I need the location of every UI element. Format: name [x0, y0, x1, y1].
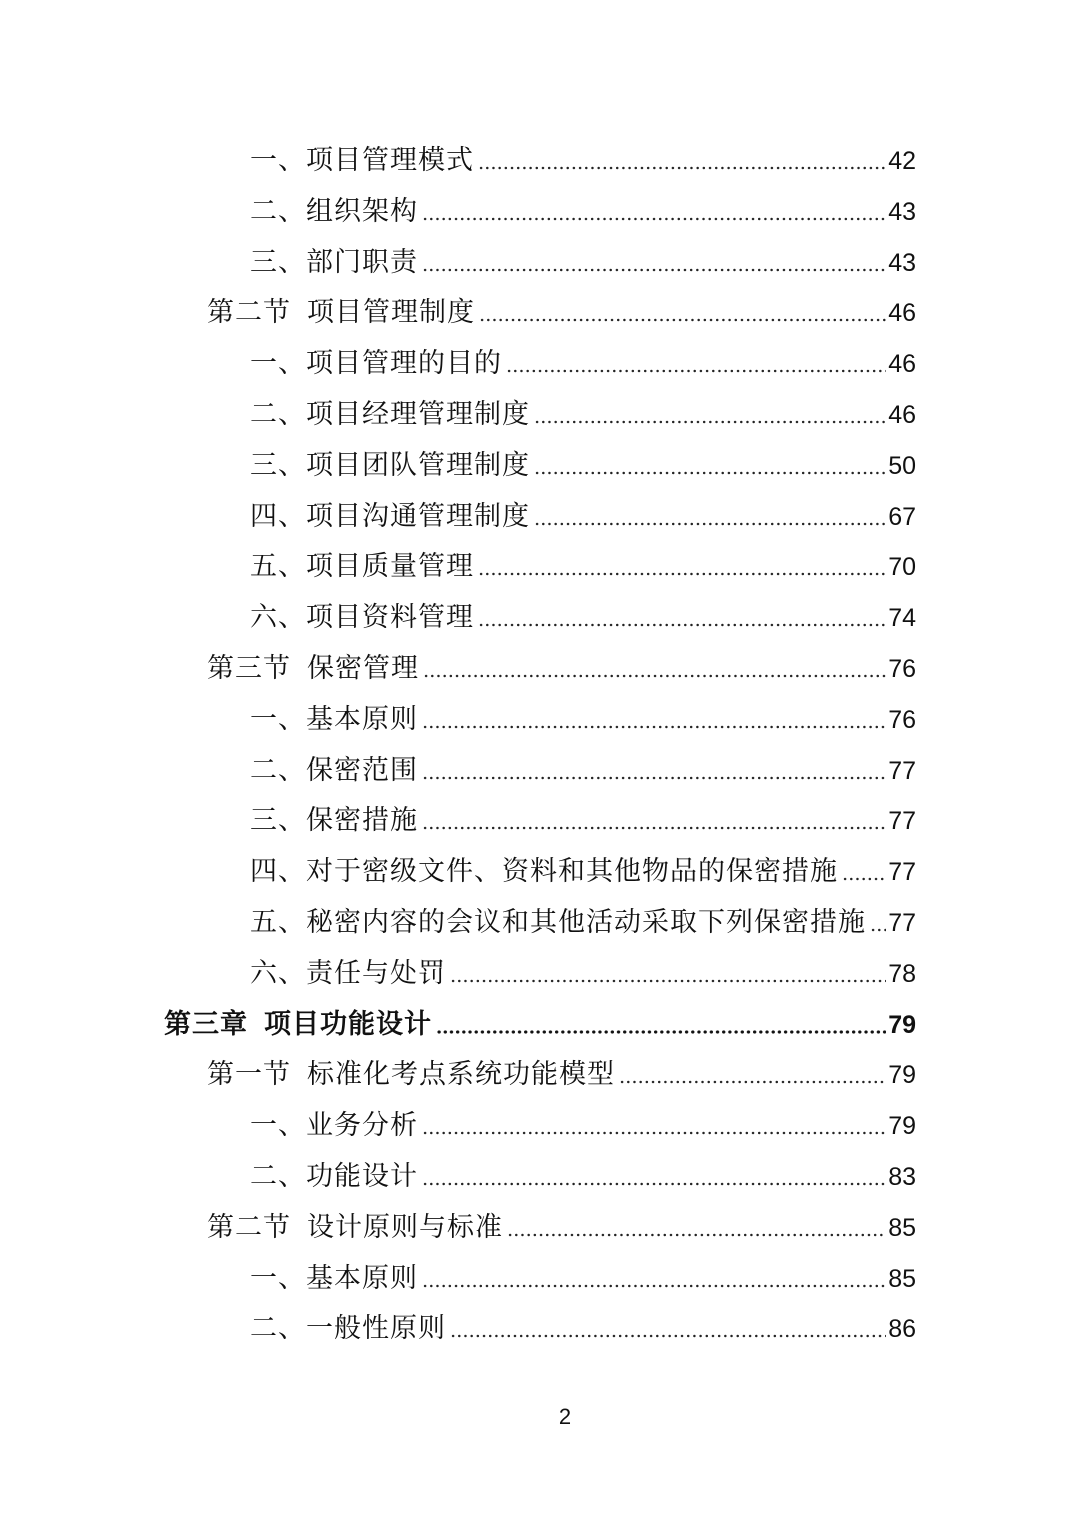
toc-entry-number: 一、	[250, 145, 306, 176]
toc-entry[interactable]	[250, 1144, 916, 1194]
toc-leader-dots	[534, 471, 886, 475]
toc-entry[interactable]	[250, 331, 916, 381]
toc-entry-page: 70	[888, 553, 916, 582]
toc-entry-page: 77	[888, 756, 916, 785]
toc-entry-number: 四、	[250, 856, 306, 888]
toc-leader-dots	[423, 674, 886, 678]
toc-entry-number: 三、	[250, 449, 306, 481]
toc-entry-title	[250, 703, 418, 737]
toc-entry-title	[250, 855, 838, 889]
toc-entry-number: 五、	[250, 551, 306, 583]
toc-entry-page: 43	[888, 248, 916, 277]
toc-entry-title	[250, 804, 418, 838]
toc-entry-number: 六、	[250, 602, 306, 634]
toc-entry-title	[250, 398, 530, 432]
toc-entry-title	[250, 957, 446, 991]
toc-entry-text: 项目资料管理	[306, 602, 474, 634]
toc-entry-title	[250, 195, 418, 229]
toc-entry[interactable]	[250, 1246, 916, 1296]
toc-leader-dots	[450, 979, 886, 983]
toc-entry-page: 43	[888, 197, 916, 226]
toc-entry-number: 二、	[250, 754, 306, 786]
toc-entry-text: 秘密内容的会议和其他活动采取下列保密措施	[306, 907, 866, 938]
toc-entry-text: 项目经理管理制度	[306, 399, 530, 430]
toc-leader-dots	[506, 369, 886, 373]
toc-entry-title	[207, 1211, 503, 1245]
toc-entry-title	[250, 500, 530, 534]
toc-entry-title	[250, 906, 866, 940]
toc-leader-dots	[619, 1080, 886, 1084]
toc-entry-title	[250, 1109, 418, 1143]
toc-entry-text: 功能设计	[306, 1161, 418, 1192]
toc-entry-text: 基本原则	[306, 703, 418, 735]
toc-entry-page: 46	[888, 350, 916, 379]
toc-leader-dots	[478, 572, 886, 576]
toc-entry-number: 第一节	[207, 1059, 291, 1091]
toc-entry-page: 86	[888, 1315, 916, 1344]
toc-entry-number: 二、	[250, 399, 306, 430]
page-number: 2	[558, 1404, 572, 1429]
toc-leader-dots	[479, 318, 886, 322]
toc-entry-page: 83	[888, 1163, 916, 1191]
toc-entry-text: 对于密级文件、资料和其他物品的保密措施	[306, 856, 838, 888]
toc-entry[interactable]	[250, 941, 916, 991]
toc-entry-page: 77	[888, 858, 916, 887]
toc-entry-page: 76	[888, 655, 916, 683]
toc-entry-title	[250, 449, 530, 483]
toc-leader-dots	[422, 1131, 886, 1135]
toc-entry-text: 部门职责	[306, 246, 418, 278]
toc-entry-text: 基本原则	[306, 1262, 418, 1294]
toc-entry[interactable]	[250, 687, 916, 737]
toc-entry[interactable]	[207, 280, 916, 330]
toc-leader-dots	[870, 928, 886, 932]
toc-entry-number: 二、	[250, 1313, 306, 1345]
toc-entry[interactable]	[207, 1195, 916, 1245]
toc-entry[interactable]	[250, 230, 916, 280]
toc-entry-page: 42	[888, 147, 916, 175]
toc-entry[interactable]	[250, 585, 916, 635]
toc-leader-dots	[436, 1030, 886, 1034]
toc-entry-title	[250, 1160, 418, 1194]
toc-entry-page: 76	[888, 705, 916, 734]
toc-entry-title	[250, 1312, 446, 1346]
toc-entry-text: 责任与处罚	[306, 957, 446, 989]
toc-leader-dots	[422, 1182, 886, 1186]
toc-entry-text: 项目管理制度	[307, 297, 475, 329]
toc-entry-number: 一、	[250, 1262, 306, 1294]
toc-entry[interactable]	[250, 534, 916, 584]
toc-entry-number: 一、	[250, 703, 306, 735]
toc-entry-number: 第三章	[164, 1008, 248, 1040]
toc-entry-page: 79	[888, 1112, 916, 1141]
toc-entry-number: 一、	[250, 1110, 306, 1142]
toc-entry[interactable]	[250, 839, 916, 889]
toc-entry-text: 项目沟通管理制度	[306, 500, 530, 532]
toc-leader-dots	[422, 776, 886, 780]
toc-entry-title	[250, 1262, 418, 1296]
toc-entry-text: 项目管理模式	[306, 145, 474, 176]
toc-entry[interactable]	[207, 1042, 916, 1092]
toc-entry[interactable]	[250, 788, 916, 838]
toc-entry-number: 第三节	[207, 653, 291, 684]
toc-entry-text: 标准化考点系统功能模型	[307, 1059, 615, 1091]
toc-entry[interactable]	[250, 1093, 916, 1143]
toc-leader-dots	[422, 1284, 886, 1288]
toc-entry-text: 保密范围	[306, 754, 418, 786]
toc-entry-title	[250, 601, 474, 635]
toc-entry-page: 77	[888, 807, 916, 836]
toc-entry-number: 第二节	[207, 297, 291, 329]
toc-entry-text: 保密措施	[306, 805, 418, 837]
toc-entry-title	[250, 754, 418, 788]
toc-entry-page: 77	[888, 909, 916, 937]
toc-entry-title	[250, 246, 418, 280]
toc-entry-page: 46	[888, 299, 916, 328]
toc-entry[interactable]	[250, 890, 916, 940]
toc-entry-text: 保密管理	[307, 653, 419, 684]
toc-entry-title	[250, 347, 502, 381]
toc-entry-page: 79	[888, 1010, 916, 1039]
toc-entry-number: 六、	[250, 957, 306, 989]
toc-entry-title	[250, 144, 474, 178]
toc-entry[interactable]	[250, 738, 916, 788]
toc-entry-number: 三、	[250, 805, 306, 837]
toc-entry[interactable]	[250, 128, 916, 178]
toc-entry-text: 组织架构	[306, 195, 418, 227]
toc-entry-number: 五、	[250, 907, 306, 938]
toc-entry-page: 85	[888, 1213, 916, 1242]
toc-leader-dots	[478, 166, 886, 170]
toc-entry-page: 67	[888, 502, 916, 531]
toc-entry-number: 四、	[250, 500, 306, 532]
toc-entry-text: 设计原则与标准	[307, 1211, 503, 1243]
toc-entry[interactable]	[250, 484, 916, 534]
toc-entry-page: 85	[888, 1264, 916, 1293]
toc-entry-text: 一般性原则	[306, 1313, 446, 1345]
toc-leader-dots	[422, 725, 886, 729]
toc-entry[interactable]	[250, 433, 916, 483]
toc-entry[interactable]	[250, 382, 916, 432]
toc-entry-text: 业务分析	[306, 1110, 418, 1142]
toc-entry-number: 二、	[250, 1161, 306, 1192]
toc-entry[interactable]	[250, 1296, 916, 1346]
toc-entry-page: 50	[888, 451, 916, 480]
toc-leader-dots	[534, 420, 886, 424]
toc-leader-dots	[450, 1334, 886, 1338]
toc-leader-dots	[507, 1233, 886, 1237]
toc-entry-page: 46	[888, 401, 916, 429]
toc-entry-page: 79	[888, 1061, 916, 1090]
toc-entry-page: 74	[888, 604, 916, 633]
toc-leader-dots	[534, 522, 886, 526]
toc-entry-number: 一、	[250, 348, 306, 380]
toc-entry-text: 项目质量管理	[306, 551, 474, 583]
toc-entry-number: 三、	[250, 246, 306, 278]
toc-entry-title	[207, 296, 475, 330]
toc-entry[interactable]	[164, 992, 916, 1042]
toc-entry[interactable]	[250, 179, 916, 229]
toc-leader-dots	[842, 877, 886, 881]
toc-entry-number: 二、	[250, 195, 306, 227]
toc-entry-title	[164, 1008, 432, 1042]
toc-entry-number: 第二节	[207, 1211, 291, 1243]
toc-entry-page: 78	[888, 959, 916, 988]
toc-leader-dots	[422, 826, 886, 830]
toc-leader-dots	[422, 217, 886, 221]
toc-leader-dots	[422, 268, 886, 272]
toc-entry-text: 项目管理的目的	[306, 348, 502, 380]
toc-entry-title	[207, 1058, 615, 1092]
toc-entry-title	[207, 652, 419, 686]
toc-entry[interactable]	[207, 636, 916, 686]
toc-entry-text: 项目团队管理制度	[306, 449, 530, 481]
toc-entry-text: 项目功能设计	[264, 1008, 432, 1040]
toc-entry-title	[250, 550, 474, 584]
toc-leader-dots	[478, 623, 886, 627]
